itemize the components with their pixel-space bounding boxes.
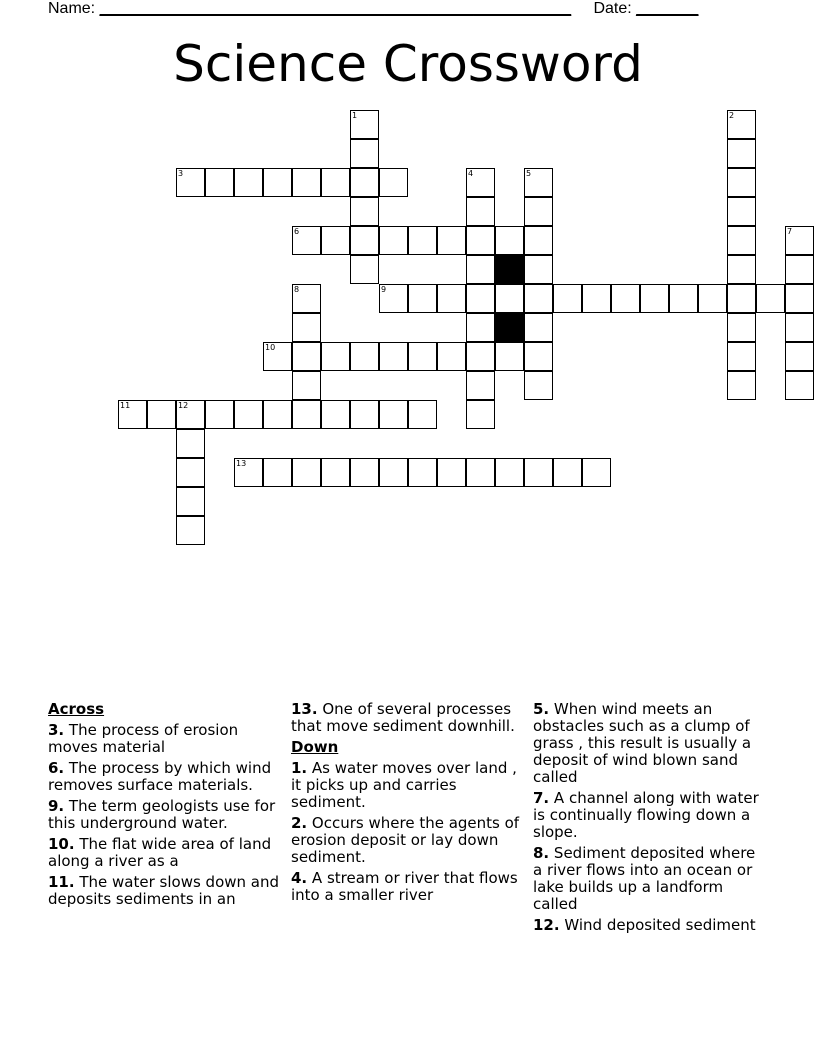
crossword-cell[interactable] bbox=[727, 284, 756, 313]
crossword-cell[interactable] bbox=[350, 197, 379, 226]
clue-item bbox=[291, 870, 523, 904]
crossword-cell[interactable] bbox=[176, 487, 205, 516]
crossword-cell[interactable] bbox=[524, 255, 553, 284]
clue-item-number: 7. bbox=[533, 789, 550, 807]
crossword-cell[interactable] bbox=[350, 342, 379, 371]
crossword-cell[interactable] bbox=[756, 284, 785, 313]
crossword-cell[interactable] bbox=[408, 400, 437, 429]
clue-item bbox=[533, 917, 765, 934]
crossword-cell[interactable] bbox=[524, 313, 553, 342]
clue-item-text: The flat wide area of land along a river as a bbox=[48, 835, 272, 870]
crossword-cell[interactable] bbox=[466, 226, 495, 255]
crossword-cell[interactable] bbox=[524, 371, 553, 400]
crossword-cell[interactable] bbox=[263, 342, 292, 371]
clue-number: 9 bbox=[381, 285, 387, 294]
crossword-cell[interactable] bbox=[727, 371, 756, 400]
clue-item bbox=[48, 874, 280, 908]
clue-item-number: 13. bbox=[291, 700, 318, 718]
crossword-cell[interactable] bbox=[205, 400, 234, 429]
clue-number: 12 bbox=[178, 401, 189, 410]
crossword-cell[interactable] bbox=[495, 458, 524, 487]
black-square bbox=[495, 313, 524, 342]
crossword-cell[interactable] bbox=[292, 371, 321, 400]
crossword-cell[interactable] bbox=[524, 458, 553, 487]
clue-item-text: Occurs where the agents of erosion deposit or lay down sediment. bbox=[291, 814, 520, 866]
clue-item-text: When wind meets an obstacles such as a clump of grass , this result is usually a deposit of wind blown sand called bbox=[533, 700, 752, 786]
clue-item-number: 5. bbox=[533, 700, 550, 718]
clue-item-text: A stream or river that flows into a smaller river bbox=[291, 869, 518, 904]
page-title: Science Crossword bbox=[173, 35, 643, 93]
crossword-cell[interactable] bbox=[640, 284, 669, 313]
crossword-cell[interactable] bbox=[176, 458, 205, 487]
crossword-cell[interactable] bbox=[292, 168, 321, 197]
clue-number: 13 bbox=[236, 459, 247, 468]
crossword-cell[interactable] bbox=[176, 168, 205, 197]
clue-number: 4 bbox=[468, 169, 474, 178]
crossword-cell[interactable] bbox=[727, 255, 756, 284]
crossword-cell[interactable] bbox=[466, 400, 495, 429]
crossword-cell[interactable] bbox=[727, 197, 756, 226]
crossword-cell[interactable] bbox=[785, 371, 814, 400]
crossword-cell[interactable] bbox=[495, 226, 524, 255]
crossword-cell[interactable] bbox=[524, 226, 553, 255]
crossword-cell[interactable] bbox=[176, 400, 205, 429]
clue-item-text: The process by which wind removes surface materials. bbox=[48, 759, 272, 794]
crossword-cell[interactable] bbox=[553, 284, 582, 313]
crossword-cell[interactable] bbox=[292, 226, 321, 255]
clue-item bbox=[291, 760, 523, 811]
crossword-cell[interactable] bbox=[727, 313, 756, 342]
clue-item-number: 10. bbox=[48, 835, 75, 853]
crossword-cell[interactable] bbox=[727, 168, 756, 197]
clues-column-3 bbox=[533, 701, 765, 938]
crossword-cell[interactable] bbox=[524, 342, 553, 371]
clue-number: 7 bbox=[787, 227, 793, 236]
crossword-cell[interactable] bbox=[437, 284, 466, 313]
clue-item bbox=[533, 701, 765, 786]
crossword-cell[interactable] bbox=[292, 313, 321, 342]
crossword-cell[interactable] bbox=[785, 284, 814, 313]
clue-number: 11 bbox=[120, 401, 131, 410]
clue-item bbox=[48, 798, 280, 832]
clue-item bbox=[291, 701, 523, 735]
clue-item-number: 6. bbox=[48, 759, 65, 777]
clue-item-number: 8. bbox=[533, 844, 550, 862]
crossword-cell[interactable] bbox=[321, 168, 350, 197]
clue-item-text: As water moves over land , it picks up and carries sediment. bbox=[291, 759, 517, 811]
crossword-cell[interactable] bbox=[292, 458, 321, 487]
crossword-cell[interactable] bbox=[350, 168, 379, 197]
crossword-cell[interactable] bbox=[669, 284, 698, 313]
clues-column-1 bbox=[48, 701, 280, 912]
date-field[interactable]: _______ bbox=[636, 0, 699, 17]
clue-item-number: 3. bbox=[48, 721, 65, 739]
clue-item bbox=[48, 722, 280, 756]
clue-item-text: Sediment deposited where a river flows into an ocean or lake builds up a landform called bbox=[533, 844, 756, 913]
crossword-cell[interactable] bbox=[147, 400, 176, 429]
crossword-cell[interactable] bbox=[321, 226, 350, 255]
crossword-cell[interactable] bbox=[785, 226, 814, 255]
crossword-cell[interactable] bbox=[437, 342, 466, 371]
crossword-cell[interactable] bbox=[234, 168, 263, 197]
clue-item-number: 2. bbox=[291, 814, 308, 832]
crossword-cell[interactable] bbox=[379, 226, 408, 255]
crossword-cell[interactable] bbox=[698, 284, 727, 313]
name-field[interactable]: _____________________________________________________ bbox=[99, 0, 572, 17]
crossword-cell[interactable] bbox=[437, 226, 466, 255]
crossword-cell[interactable] bbox=[379, 342, 408, 371]
crossword-cell[interactable] bbox=[263, 458, 292, 487]
clue-item-text: The process of erosion moves material bbox=[48, 721, 239, 756]
clues-column-2 bbox=[291, 701, 523, 908]
clue-item-number: 9. bbox=[48, 797, 65, 815]
crossword-cell[interactable] bbox=[466, 458, 495, 487]
crossword-cell[interactable] bbox=[234, 400, 263, 429]
clue-item-number: 1. bbox=[291, 759, 308, 777]
clue-item bbox=[533, 790, 765, 841]
crossword-cell[interactable] bbox=[466, 371, 495, 400]
crossword-cell[interactable] bbox=[727, 139, 756, 168]
down-heading: Down bbox=[291, 738, 339, 756]
crossword-cell[interactable] bbox=[321, 400, 350, 429]
crossword-cell[interactable] bbox=[176, 516, 205, 545]
crossword-cell[interactable] bbox=[292, 400, 321, 429]
black-square bbox=[495, 255, 524, 284]
across-heading: Across bbox=[48, 700, 105, 718]
crossword-cell[interactable] bbox=[176, 429, 205, 458]
clue-item-number: 12. bbox=[533, 916, 560, 934]
crossword-cell[interactable] bbox=[727, 110, 756, 139]
crossword-cell[interactable] bbox=[611, 284, 640, 313]
clue-number: 3 bbox=[178, 169, 184, 178]
crossword-cell[interactable] bbox=[785, 255, 814, 284]
clue-number: 1 bbox=[352, 111, 358, 120]
crossword-cell[interactable] bbox=[727, 342, 756, 371]
clue-item-text: The water slows down and deposits sediments in an bbox=[48, 873, 280, 908]
crossword-cell[interactable] bbox=[379, 458, 408, 487]
crossword-cell[interactable] bbox=[582, 458, 611, 487]
crossword-cell[interactable] bbox=[408, 284, 437, 313]
crossword-cell[interactable] bbox=[350, 110, 379, 139]
crossword-cell[interactable] bbox=[292, 342, 321, 371]
crossword-cell[interactable] bbox=[350, 458, 379, 487]
clue-item bbox=[533, 845, 765, 913]
crossword-cell[interactable] bbox=[408, 342, 437, 371]
clue-item bbox=[48, 760, 280, 794]
clue-item-number: 4. bbox=[291, 869, 308, 887]
clue-item-number: 11. bbox=[48, 873, 75, 891]
crossword-cell[interactable] bbox=[408, 226, 437, 255]
clue-number: 6 bbox=[294, 227, 300, 236]
crossword-cell[interactable] bbox=[350, 139, 379, 168]
crossword-cell[interactable] bbox=[466, 284, 495, 313]
crossword-cell[interactable] bbox=[263, 168, 292, 197]
crossword-cell[interactable] bbox=[350, 255, 379, 284]
crossword-cell[interactable] bbox=[321, 458, 350, 487]
crossword-cell[interactable] bbox=[785, 342, 814, 371]
crossword-cell[interactable] bbox=[785, 313, 814, 342]
crossword-cell[interactable] bbox=[524, 284, 553, 313]
clue-item bbox=[48, 836, 280, 870]
crossword-cell[interactable] bbox=[466, 255, 495, 284]
clue-number: 8 bbox=[294, 285, 300, 294]
crossword-cell[interactable] bbox=[466, 342, 495, 371]
clue-number: 2 bbox=[729, 111, 735, 120]
crossword-cell[interactable] bbox=[408, 458, 437, 487]
clue-number: 5 bbox=[526, 169, 532, 178]
crossword-cell[interactable] bbox=[350, 226, 379, 255]
crossword-cell[interactable] bbox=[292, 284, 321, 313]
crossword-cell[interactable] bbox=[466, 168, 495, 197]
crossword-cell[interactable] bbox=[495, 284, 524, 313]
clue-item-text: A channel along with water is continually flowing down a slope. bbox=[533, 789, 759, 841]
crossword-cell[interactable] bbox=[437, 458, 466, 487]
clue-item-text: The term geologists use for this underground water. bbox=[48, 797, 276, 832]
clue-item-text: Wind deposited sediment bbox=[564, 916, 756, 934]
crossword-cell[interactable] bbox=[118, 400, 147, 429]
clue-number: 10 bbox=[265, 343, 276, 352]
crossword-cell[interactable] bbox=[350, 400, 379, 429]
crossword-cell[interactable] bbox=[466, 197, 495, 226]
crossword-cell[interactable] bbox=[582, 284, 611, 313]
crossword-cell[interactable] bbox=[524, 197, 553, 226]
crossword-cell[interactable] bbox=[524, 168, 553, 197]
crossword-cell[interactable] bbox=[379, 284, 408, 313]
clue-item bbox=[291, 815, 523, 866]
crossword-cell[interactable] bbox=[727, 226, 756, 255]
crossword-cell[interactable] bbox=[263, 400, 292, 429]
crossword-cell[interactable] bbox=[553, 458, 582, 487]
date-label: Date: bbox=[593, 0, 632, 17]
crossword-cell[interactable] bbox=[205, 168, 234, 197]
clue-item-text: One of several processes that move sediment downhill. bbox=[291, 700, 515, 735]
name-label: Name: bbox=[48, 0, 96, 17]
crossword-cell[interactable] bbox=[466, 313, 495, 342]
crossword-cell[interactable] bbox=[379, 168, 408, 197]
crossword-cell[interactable] bbox=[379, 400, 408, 429]
crossword-cell[interactable] bbox=[234, 458, 263, 487]
crossword-cell[interactable] bbox=[321, 342, 350, 371]
crossword-cell[interactable] bbox=[495, 342, 524, 371]
